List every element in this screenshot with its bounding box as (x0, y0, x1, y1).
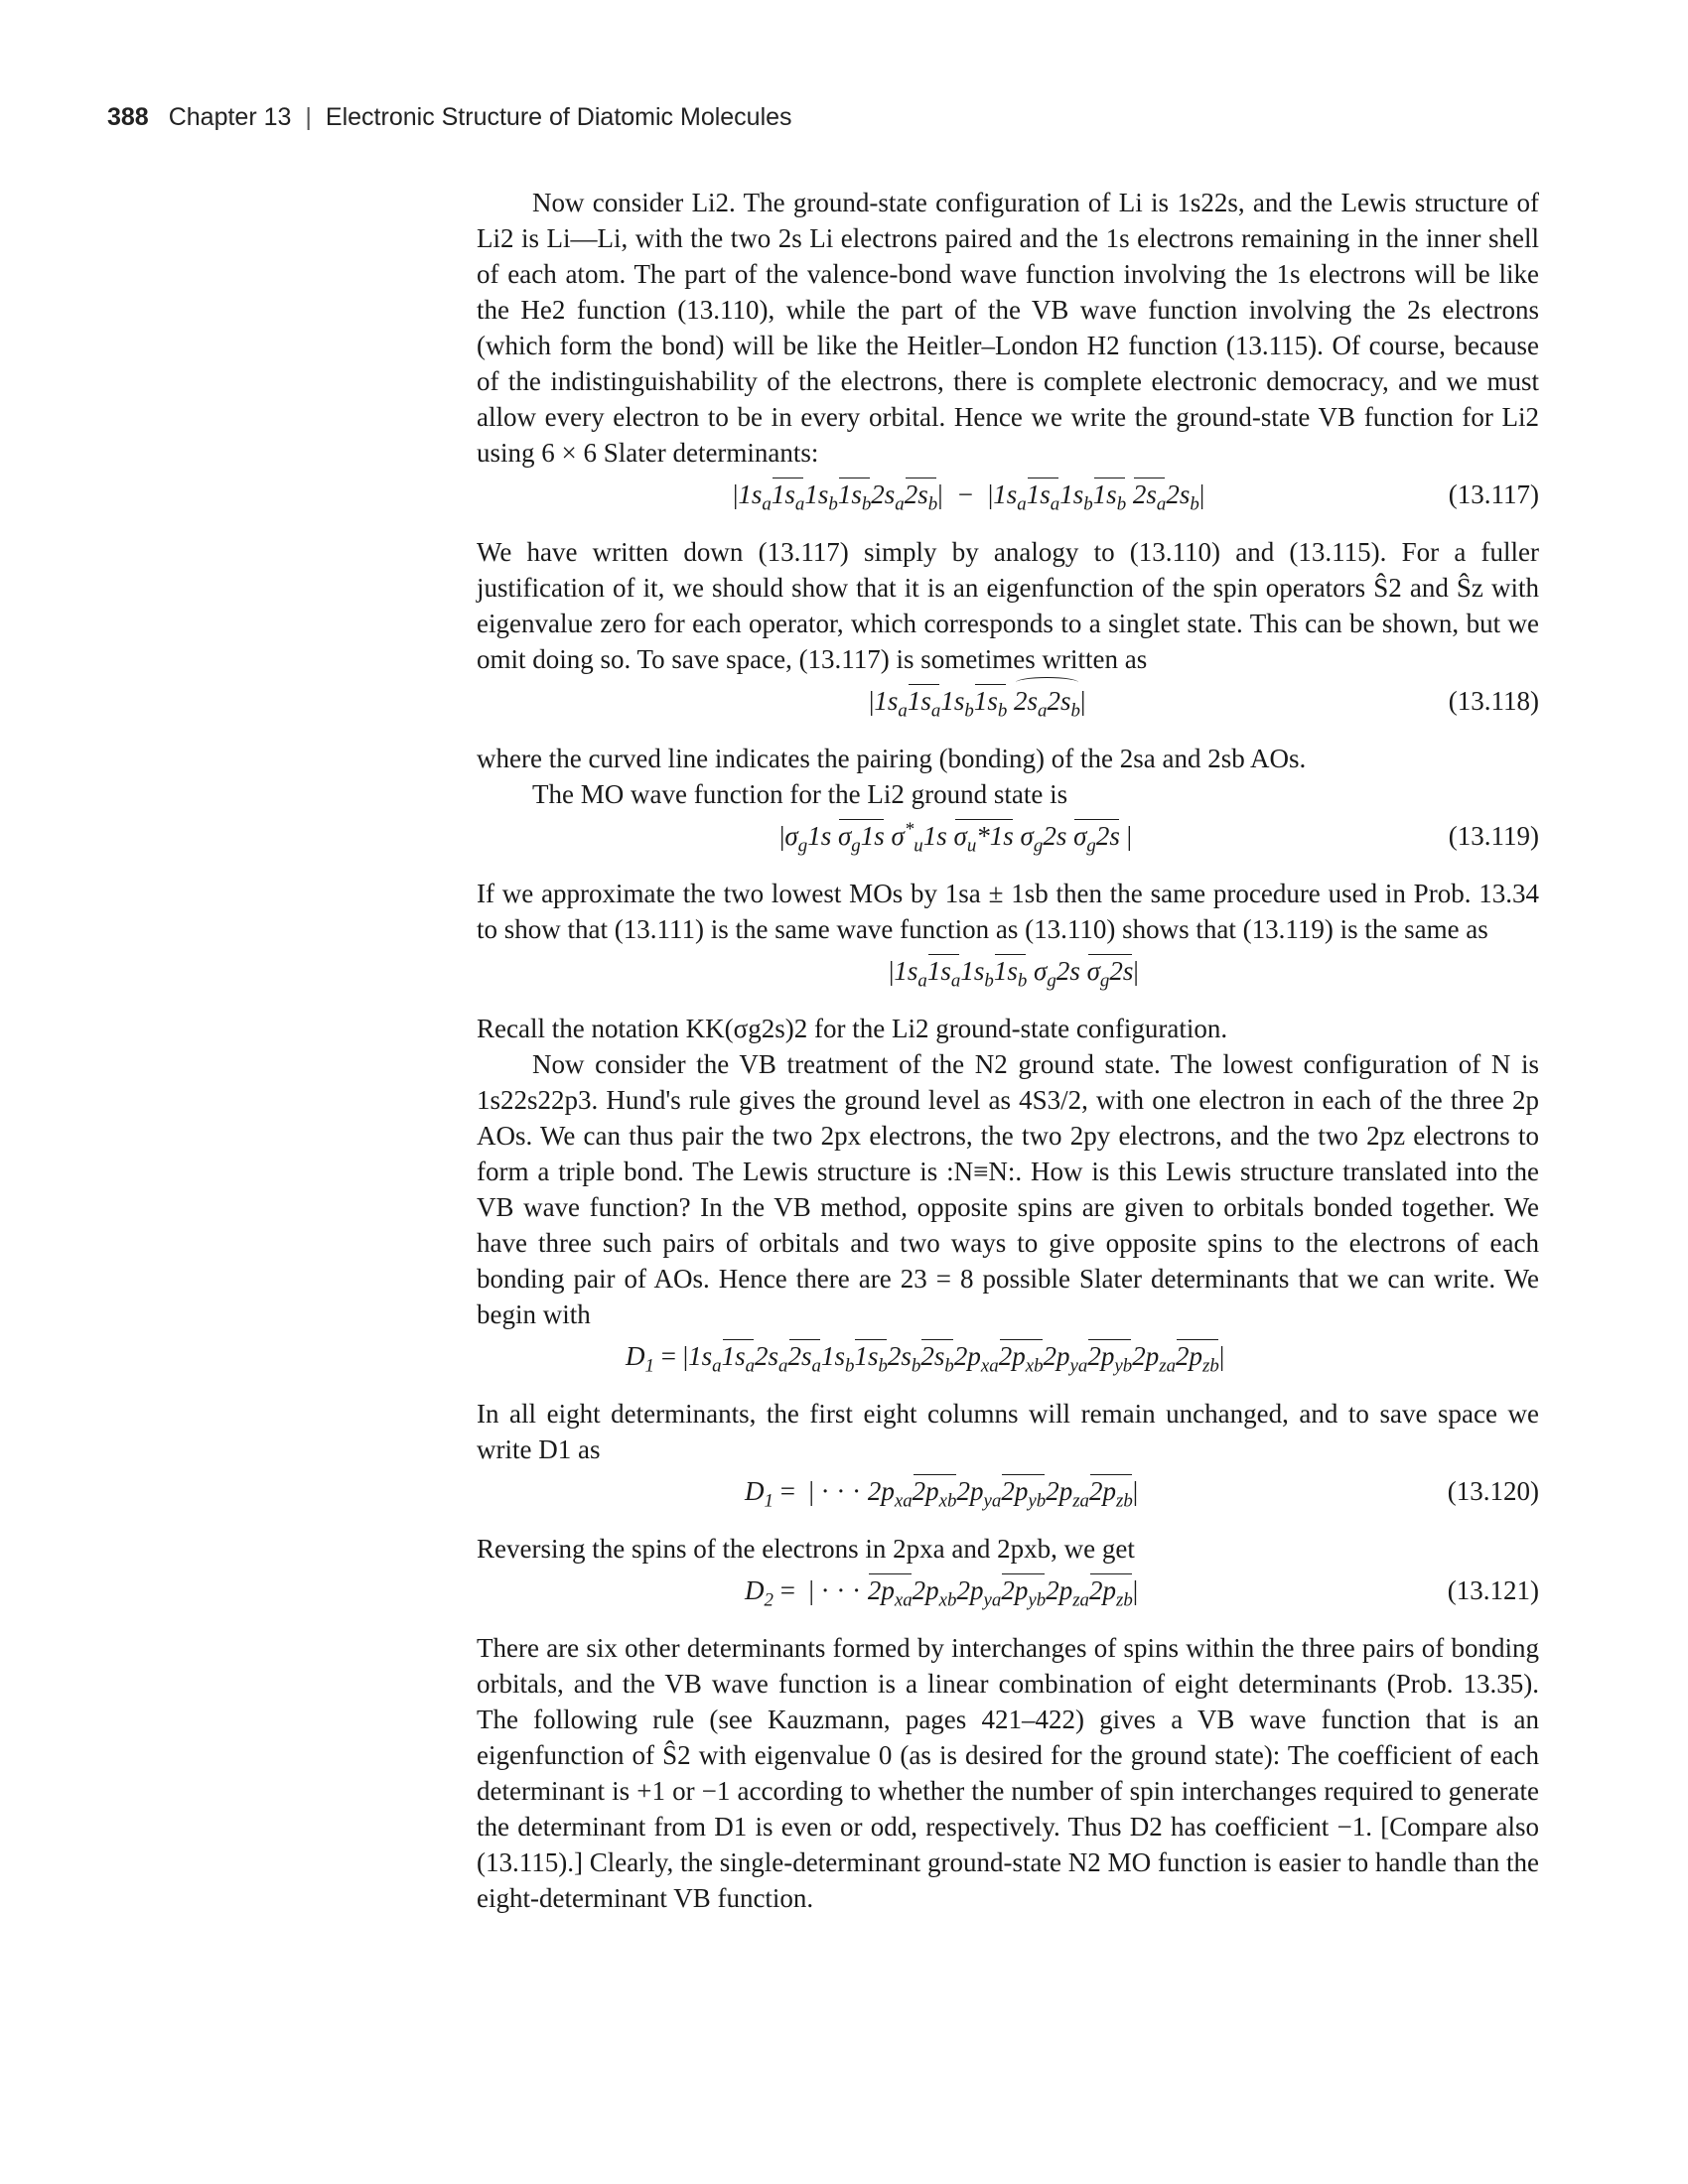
paragraph: There are six other determinants formed by interchanges of spins within the three pairs of bonding orbitals, and the VB wave function is a linear combination of eight determinants (Prob. 13.35). The following rule (see Kauzmann, pages 421–422) gives a VB wave function that is an eigenfunction of Ŝ2 with eigenvalue 0 (as is desired for the ground state): The coefficient of each determinant is +1 or −1 according to whether the number of spin interchanges required to generate the determinant from D1 is even or odd, respectively. Thus D2 has coefficient −1. [Compare also (13.115).] Clearly, the single-determinant ground-state N2 MO function is easier to handle than the eight-determinant VB function. (477, 1633, 1539, 1913)
equation-body: $D_1$ = | · · · $2p_{xa}2p_{xb}2p_{ya}2p_{yb}2p_{za}2p_{zb}|$ (745, 1473, 1138, 1509)
equation-number: (13.119) (1448, 821, 1539, 851)
equation-body: $|1s_a1s_a1s_b1s_b$ $\sigma_g2s$ $\sigma_g2s|$ (889, 953, 1139, 989)
equation-body: $D_2$ = | · · · $2p_{xa}2p_{xb}2p_{ya}2p_{yb}2p_{za}2p_{zb}|$ (745, 1572, 1138, 1608)
paragraph: Reversing the spins of the electrons in 2pxa and 2pxb, we get (477, 1534, 1135, 1564)
paragraph: Recall the notation KK(σg2s)2 for the Li2 ground-state configuration. (477, 1014, 1228, 1043)
chapter-label: Chapter 13 (168, 103, 292, 131)
equation-13-117 (477, 477, 1539, 524)
equation-13-120 (477, 1473, 1539, 1521)
paragraph: In all eight determinants, the first eight columns will remain unchanged, and to save space we write D1 as (477, 1399, 1539, 1464)
body-text (477, 185, 1539, 1916)
paragraph: We have written down (13.117) simply by analogy to (13.110) and (13.115). For a fuller justification of it, we should show that it is an eigenfunction of the spin operators Ŝ2 and Ŝz with eigenvalue zero for each operator, which corresponds to a singlet state. This can be shown, but we omit doing so. To save space, (13.117) is sometimes written as (477, 537, 1539, 674)
equation-body: $|1s_a1s_a1s_b1s_b$ $2s_a2s_b|$ (869, 683, 1085, 719)
header-separator: | (305, 103, 312, 131)
paragraph: If we approximate the two lowest MOs by 1sa ± 1sb then the same procedure used in Prob. 13.34 to show that (13.111) is the same wave function as (13.110) shows that (13.119) is the same as (477, 879, 1539, 944)
equation-13-121 (477, 1572, 1539, 1620)
equation-number: (13.118) (1448, 686, 1539, 716)
equation-body: $D_1 = |1s_a1s_a2s_a2s_a1s_b1s_b2s_b2s_b2p_{xa}2p_{xb}2p_{ya}2p_{yb}2p_{za}2p_{zb}|$ (626, 1338, 1224, 1374)
equation-number: (13.117) (1448, 479, 1539, 509)
paragraph: Now consider Li2. The ground-state configuration of Li is 1s22s, and the Lewis structure of Li2 is Li—Li, with the two 2s Li electrons paired and the 1s electrons remaining in the inner shell of each atom. The part of the valence-bond wave function involving the 1s electrons will be like the He2 function (13.110), while the part of the VB wave function involving the 2s electrons (which form the bond) will be like the Heitler–London H2 function (13.115). Of course, because of the indistinguishability of the electrons, there is complete electronic democracy, and we must allow every electron to be in every orbital. Hence we write the ground-state VB function for Li2 using 6 × 6 Slater determinants: (477, 188, 1539, 468)
equation-number: (13.121) (1447, 1575, 1539, 1605)
equation-body: $|1s_a1s_a1s_b1s_b2s_a2s_b| - |1s_a1s_a1s_b1s_b$ $2s_a2s_b|$ (733, 477, 1204, 512)
equation-body: $|\sigma_g1s$ $\sigma_g1s$ $\sigma^*_u1s$ $\sigma_u*1s$ $\sigma_g2s$ $\sigma_g2s$ | (779, 819, 1133, 857)
equation-number: (13.120) (1447, 1476, 1539, 1506)
page-number: 388 (107, 103, 149, 131)
equation-unnumbered (477, 953, 1539, 1001)
paragraph: where the curved line indicates the pairing (bonding) of the 2sa and 2sb AOs. (477, 744, 1307, 773)
equation-13-119 (477, 818, 1539, 866)
equation-d1-full (477, 1338, 1539, 1386)
equation-13-118 (477, 683, 1539, 731)
paragraph: Now consider the VB treatment of the N2 ground state. The lowest configuration of N is 1s22s22p3. Hund's rule gives the ground level as 4S3/2, with one electron in each of the three 2p AOs. We can thus pair the two 2px electrons, the two 2py electrons, and the two 2pz electrons to form a triple bond. The Lewis structure is :N≡N:. How is this Lewis structure translated into the VB wave function? In the VB method, opposite spins are given to orbitals bonded together. We have three such pairs of orbitals and two ways to give opposite spins to the electrons of each bonding pair of AOs. Hence there are 23 = 8 possible Slater determinants that we can write. We begin with (477, 1049, 1539, 1329)
chapter-title: Electronic Structure of Diatomic Molecules (325, 103, 792, 131)
paragraph: The MO wave function for the Li2 ground state is (532, 779, 1068, 809)
running-head (107, 103, 792, 143)
